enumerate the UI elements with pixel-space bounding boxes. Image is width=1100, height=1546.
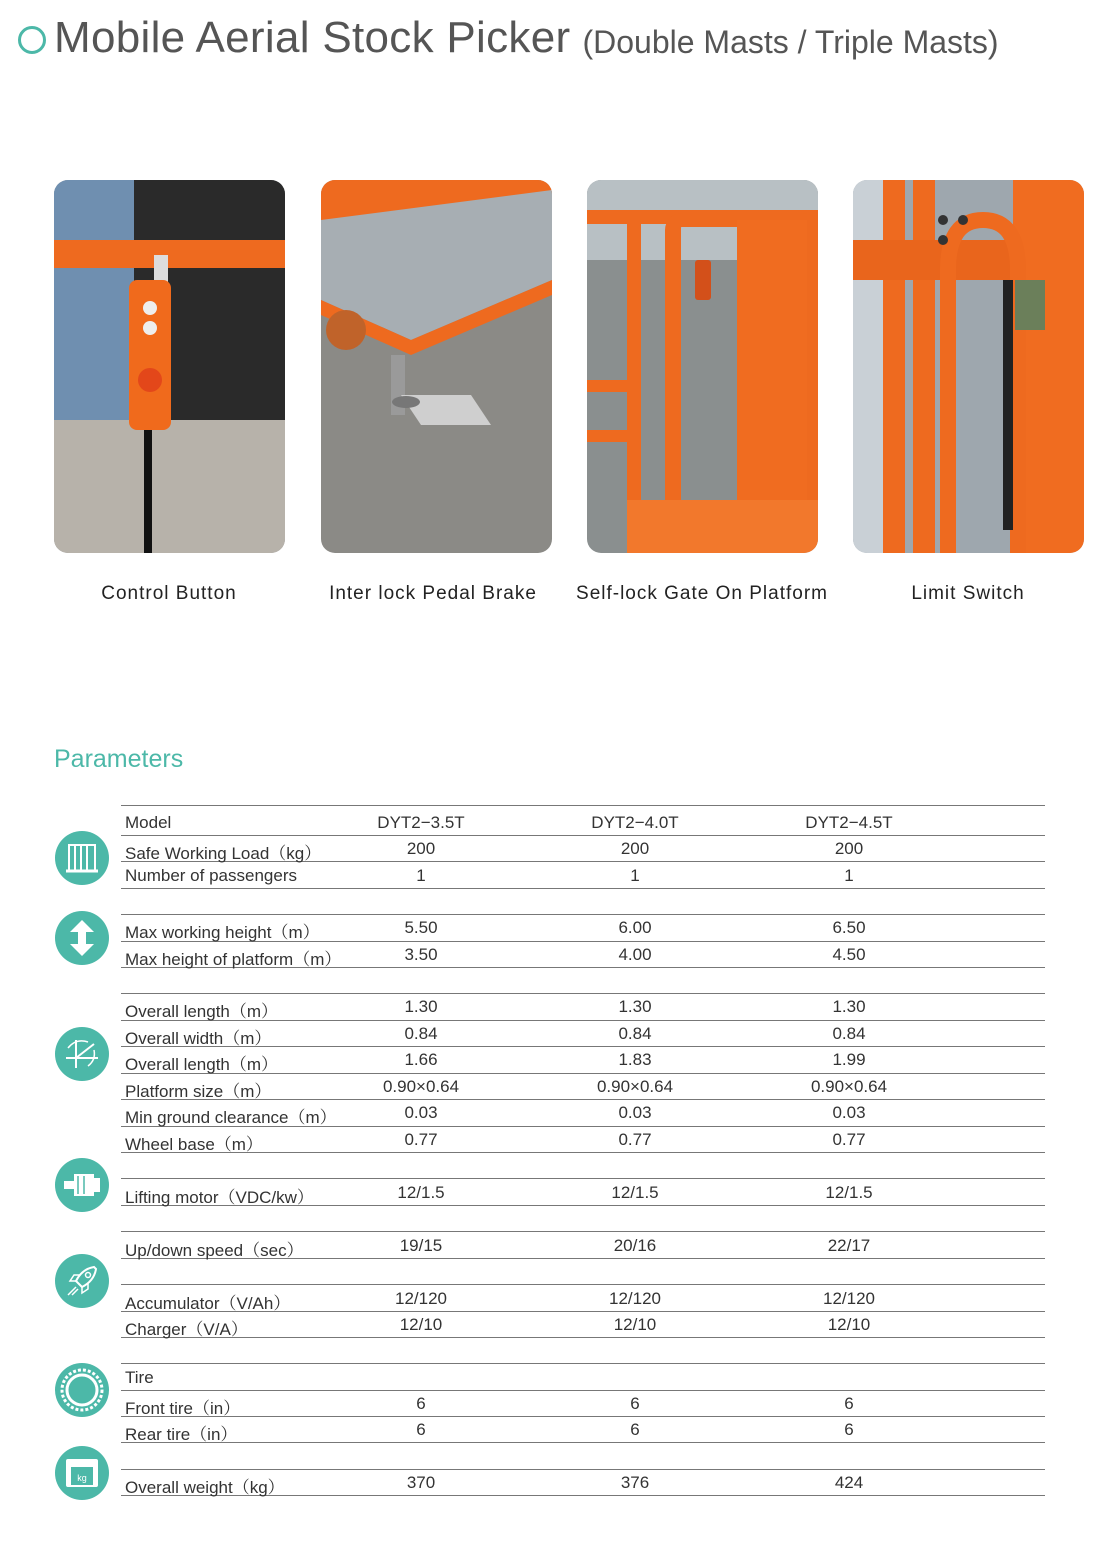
parameters-heading: Parameters bbox=[54, 745, 184, 773]
photo-control-button bbox=[54, 180, 285, 553]
rocket-icon bbox=[55, 1254, 109, 1308]
cage-icon bbox=[55, 831, 109, 885]
table-row bbox=[121, 914, 1045, 940]
row-value: 424 bbox=[834, 1473, 864, 1492]
row-value: 12/120 bbox=[395, 1289, 447, 1308]
table-row bbox=[121, 1126, 1045, 1152]
row-value: 1.99 bbox=[832, 1050, 866, 1069]
row-label: Platform size（m） bbox=[125, 1082, 272, 1101]
row-value: 0.77 bbox=[618, 1130, 652, 1149]
tire-icon bbox=[55, 1363, 109, 1417]
row-value: 12/10 bbox=[399, 1315, 443, 1334]
row-value: 0.77 bbox=[832, 1130, 866, 1149]
photo-self-lock-gate bbox=[587, 180, 818, 553]
table-row bbox=[121, 1073, 1045, 1099]
row-value: 0.03 bbox=[404, 1103, 438, 1122]
table-row bbox=[121, 941, 1045, 967]
row-label: Front tire（in） bbox=[125, 1399, 241, 1418]
row-value: 12/10 bbox=[827, 1315, 871, 1334]
table-row bbox=[121, 1285, 1045, 1311]
row-value: 1.30 bbox=[618, 997, 652, 1016]
row-value: 6 bbox=[630, 1394, 640, 1413]
row-value: 1.83 bbox=[618, 1050, 652, 1069]
caption-pedal-brake: Inter lock Pedal Brake bbox=[329, 583, 537, 604]
row-value: 1.30 bbox=[832, 997, 866, 1016]
table-row bbox=[121, 993, 1045, 1019]
row-value: 6 bbox=[844, 1394, 854, 1413]
table-rule bbox=[121, 1442, 1045, 1443]
row-value: DYT2−4.5T bbox=[805, 813, 893, 832]
row-value: 6 bbox=[416, 1420, 426, 1439]
row-value: 1 bbox=[844, 866, 854, 885]
row-value: 200 bbox=[620, 839, 650, 858]
row-value: 12/1.5 bbox=[611, 1183, 659, 1202]
table-row bbox=[121, 1232, 1045, 1258]
row-value: 5.50 bbox=[404, 918, 438, 937]
row-label: Accumulator（V/Ah） bbox=[125, 1294, 291, 1313]
row-value: 200 bbox=[834, 839, 864, 858]
row-value: 0.03 bbox=[832, 1103, 866, 1122]
table-row bbox=[121, 1390, 1045, 1416]
row-value: 6 bbox=[630, 1420, 640, 1439]
row-value: 200 bbox=[406, 839, 436, 858]
row-value: 0.77 bbox=[404, 1130, 438, 1149]
row-value: 22/17 bbox=[827, 1236, 871, 1255]
table-rule bbox=[121, 1337, 1045, 1338]
motor-icon bbox=[55, 1158, 109, 1212]
row-label: Max working height（m） bbox=[125, 923, 320, 942]
row-label: Overall length（m） bbox=[125, 1055, 279, 1074]
row-value: 4.50 bbox=[832, 945, 866, 964]
row-value: 1.30 bbox=[404, 997, 438, 1016]
row-value: 6 bbox=[416, 1394, 426, 1413]
row-value: 0.90×0.64 bbox=[596, 1077, 674, 1096]
row-label: Charger（V/A） bbox=[125, 1320, 248, 1339]
row-label: Model bbox=[125, 813, 172, 832]
table-row bbox=[121, 1046, 1045, 1072]
table-row bbox=[121, 1469, 1045, 1495]
row-label: Lifting motor（VDC/kw） bbox=[125, 1188, 314, 1207]
row-label: Tire bbox=[125, 1368, 154, 1387]
caption-limit-switch: Limit Switch bbox=[911, 583, 1025, 604]
table-row bbox=[121, 1364, 1045, 1390]
vertical-arrow-icon bbox=[55, 911, 109, 965]
row-value: 12/120 bbox=[609, 1289, 661, 1308]
table-row bbox=[121, 1311, 1045, 1337]
row-label: Max height of platform（m） bbox=[125, 950, 342, 969]
caption-self-lock-gate: Self-lock Gate On Platform bbox=[576, 583, 828, 604]
table-row bbox=[121, 1020, 1045, 1046]
row-value: 12/1.5 bbox=[397, 1183, 445, 1202]
table-row bbox=[121, 862, 1045, 888]
table-row bbox=[121, 1179, 1045, 1205]
row-value: 370 bbox=[406, 1473, 436, 1492]
circle-bullet-icon bbox=[18, 26, 46, 54]
caption-control-button: Control Button bbox=[101, 583, 237, 604]
row-label: Rear tire（in） bbox=[125, 1425, 238, 1444]
weight-icon bbox=[55, 1446, 109, 1500]
row-value: 6 bbox=[844, 1420, 854, 1439]
table-rule bbox=[121, 888, 1045, 889]
row-value: 6.00 bbox=[618, 918, 652, 937]
title-subtitle: (Double Masts / Triple Masts) bbox=[582, 23, 999, 60]
row-label: Overall width（m） bbox=[125, 1029, 272, 1048]
row-value: 0.03 bbox=[618, 1103, 652, 1122]
dimension-axes-icon bbox=[55, 1027, 109, 1081]
row-value: 376 bbox=[620, 1473, 650, 1492]
row-value: 0.90×0.64 bbox=[810, 1077, 888, 1096]
page-title bbox=[18, 10, 999, 66]
row-label: Safe Working Load（kg） bbox=[125, 844, 322, 863]
row-value: DYT2−3.5T bbox=[377, 813, 465, 832]
row-value: 1 bbox=[630, 866, 640, 885]
row-label: Overall weight（kg） bbox=[125, 1478, 285, 1497]
photo-limit-switch bbox=[853, 180, 1084, 553]
row-label: Min ground clearance（m） bbox=[125, 1108, 337, 1127]
row-label: Wheel base（m） bbox=[125, 1135, 263, 1154]
row-value: 4.00 bbox=[618, 945, 652, 964]
title-main: Mobile Aerial Stock Picker bbox=[54, 13, 571, 62]
row-value: 1 bbox=[416, 866, 426, 885]
row-value: DYT2−4.0T bbox=[591, 813, 679, 832]
row-value: 1.66 bbox=[404, 1050, 438, 1069]
row-label: Number of passengers bbox=[125, 866, 297, 885]
row-value: 0.84 bbox=[832, 1024, 866, 1043]
table-row bbox=[121, 1099, 1045, 1125]
row-value: 20/16 bbox=[613, 1236, 657, 1255]
row-label: Overall length（m） bbox=[125, 1002, 279, 1021]
table-row bbox=[121, 835, 1045, 861]
row-value: 0.84 bbox=[404, 1024, 438, 1043]
row-value: 12/1.5 bbox=[825, 1183, 873, 1202]
row-value: 0.90×0.64 bbox=[382, 1077, 460, 1096]
row-label: Up/down speed（sec） bbox=[125, 1241, 304, 1260]
photo-pedal-brake bbox=[321, 180, 552, 553]
row-value: 3.50 bbox=[404, 945, 438, 964]
table-row bbox=[121, 1416, 1045, 1442]
row-value: 12/10 bbox=[613, 1315, 657, 1334]
weight-icon-label: kg bbox=[77, 1473, 87, 1483]
row-value: 19/15 bbox=[399, 1236, 443, 1255]
table-rule bbox=[121, 805, 1045, 806]
row-value: 12/120 bbox=[823, 1289, 875, 1308]
table-row-model bbox=[121, 809, 1045, 835]
row-value: 6.50 bbox=[832, 918, 866, 937]
row-value: 0.84 bbox=[618, 1024, 652, 1043]
